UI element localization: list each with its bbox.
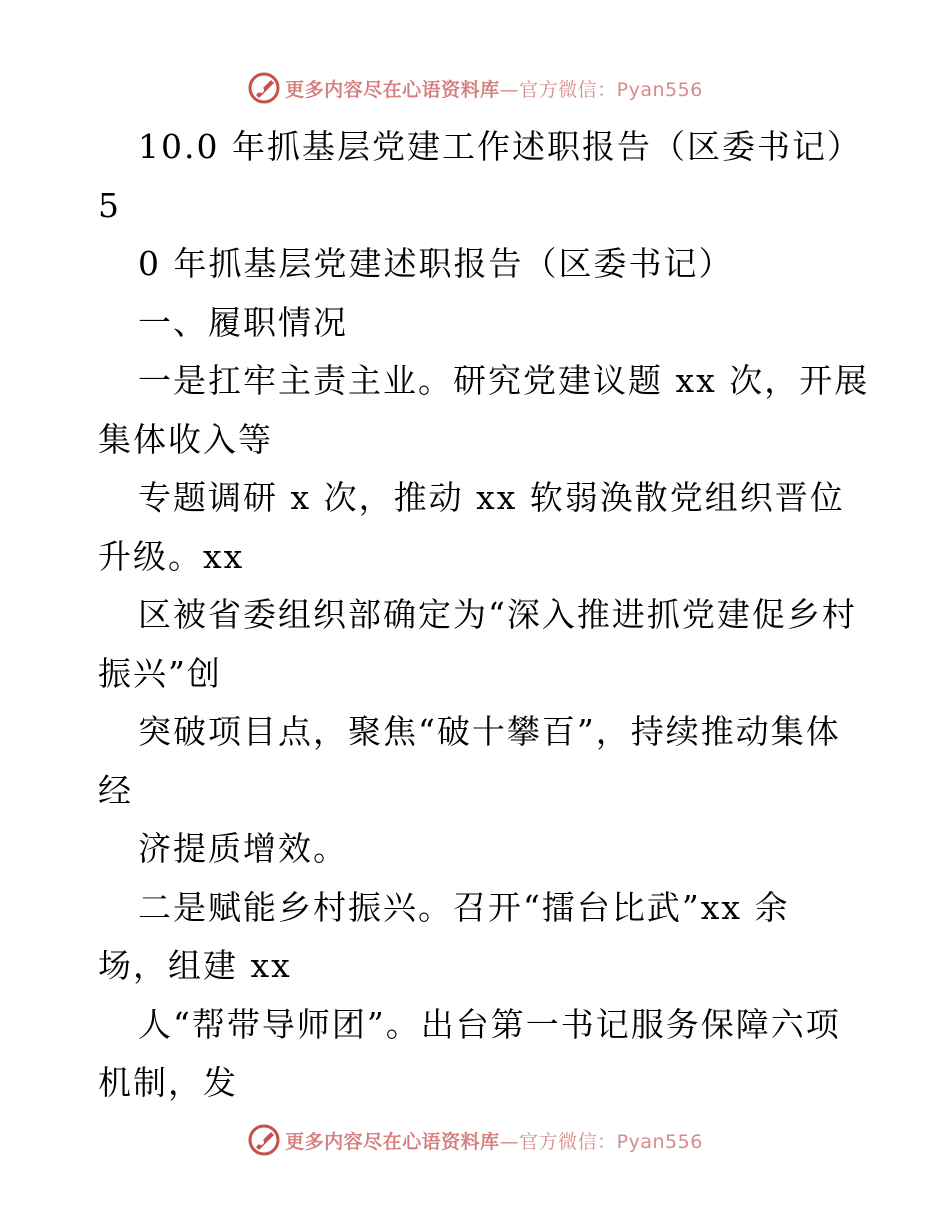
doc-line: 10.0 年抓基层党建工作述职报告（区委书记） — [138, 127, 862, 166]
banner-wechat: 官方微信：Pyan556 — [519, 78, 703, 101]
logo-icon — [247, 71, 281, 105]
doc-line: 升级。xx — [98, 536, 245, 576]
banner-dash: — — [499, 1130, 520, 1153]
doc-line: 场，组建 xx — [98, 946, 292, 985]
doc-line: 5 — [98, 185, 121, 225]
doc-line: 二是赋能乡村振兴。召开“擂台比武”xx 余 — [138, 887, 790, 927]
doc-line: 区被省委组织部确定为“深入推进抓党建促乡村 — [138, 595, 857, 634]
banner-wechat: 官方微信：Pyan556 — [519, 1130, 703, 1153]
doc-line: 机制，发 — [98, 1063, 238, 1102]
document-body — [98, 118, 870, 1113]
footer-banner — [0, 1120, 950, 1160]
doc-line: 0 年抓基层党建述职报告（区委书记） — [138, 244, 734, 283]
doc-line: 一是扛牢主责主业。研究党建议题 xx 次，开展 — [138, 361, 870, 400]
header-banner — [0, 68, 950, 108]
banner-dash: — — [499, 78, 520, 101]
doc-line: 突破项目点，聚焦“破十攀百”，持续推动集体 — [138, 712, 841, 751]
doc-line: 人“帮带导师团”。出台第一书记服务保障六项 — [138, 1004, 841, 1044]
doc-line: 济提质增效。 — [138, 829, 348, 868]
doc-line: 集体收入等 — [98, 419, 273, 459]
doc-line: 经 — [98, 770, 133, 810]
doc-line: 一、履职情况 — [138, 302, 348, 342]
logo-icon — [247, 1123, 281, 1157]
banner-title: 更多内容尽在心语资料库 — [285, 1130, 500, 1153]
banner-title: 更多内容尽在心语资料库 — [285, 78, 500, 101]
doc-line: 振兴”创 — [98, 653, 222, 693]
doc-line: 专题调研 x 次，推动 xx 软弱涣散党组织晋位 — [138, 478, 845, 517]
